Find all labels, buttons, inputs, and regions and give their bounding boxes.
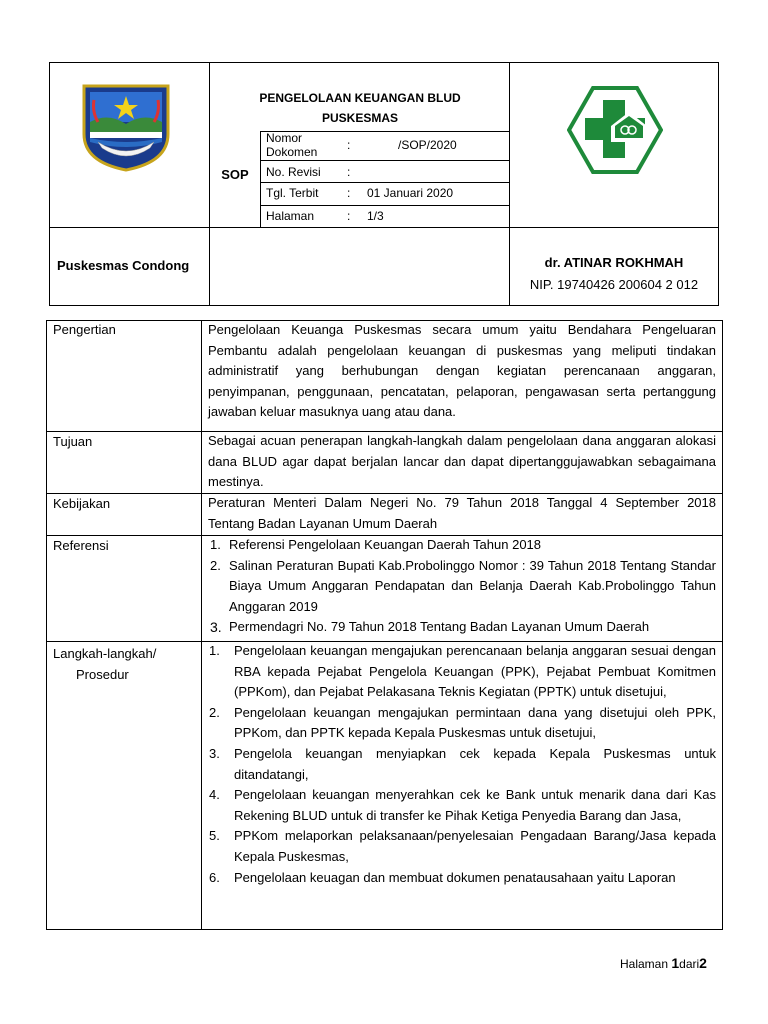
label-kebijakan: Kebijakan — [53, 496, 111, 511]
org-name: Puskesmas Condong — [57, 258, 190, 273]
footer-mid: dari — [679, 957, 700, 971]
issue-date-value: 01 Januari 2020 — [367, 186, 454, 200]
footer-prefix: Halaman — [620, 957, 672, 971]
label-referensi: Referensi — [53, 538, 109, 553]
langkah-item: 1. Pengelolaan keuangan mengajukan perencanaan belanja anggaran sesuai dengan RBA kepada Pejabat Pengelola Keuangan (PPK), Pejabat Pembuat Komitmen (PPKom), dan Pejabat Pelakasana Teknis Kegiatan (PPTK) untuk disetujui, — [209, 643, 716, 700]
label-pengertian: Pengertian — [53, 322, 116, 337]
text-pengertian: Pengelolaan Keuanga Puskesmas secara umum yaitu Bendahara Pengeluaran Pembantu adalah pengelolaan keuangan di puskesmas yang meliputi tindakan administratif yang berhubungan dengan kegiatan perencanaan anggaran, penyimpanan, penggunaan, pencatatan, pelaporan, pengawasan serta pertanggung jawaban keluar masuknya uang atau dana. — [208, 322, 716, 420]
label-tujuan: Tujuan — [53, 434, 93, 449]
sop-title-line2: PUSKESMAS — [321, 111, 398, 125]
doc-number-sep: : — [347, 138, 351, 152]
revision-sep: : — [347, 165, 351, 179]
page-sep: : — [347, 209, 351, 223]
langkah-item: 3. Pengelola keuangan menyiapkan cek kepada Kepala Puskesmas untuk ditandatangi, — [209, 745, 716, 782]
doc-number-label: Nomor Dokomen — [266, 131, 318, 159]
label-langkah-line1: Langkah-langkah/ — [53, 646, 157, 661]
text-tujuan: Sebagai acuan penerapan langkah-langkah dalam pengelolaan dana anggaran alokasi dana BLUD agar dapat berjalan lancar dan dapat dipertanggujawabkan sebagaimana mestinya. — [208, 433, 716, 490]
page-value: 1/3 — [367, 209, 384, 223]
list-langkah — [209, 641, 716, 888]
referensi-item: 3. Permendagri No. 79 Tahun 2018 Tentang Badan Layanan Umum Daerah — [210, 619, 650, 636]
footer-page: 1 — [671, 955, 680, 971]
label-langkah — [53, 644, 156, 685]
issue-date-sep: : — [347, 186, 351, 200]
page-footer — [620, 955, 707, 971]
langkah-item: 6. Pengelolaan keuagan dan membuat dokumen penatausahaan yaitu Laporan — [209, 869, 676, 885]
langkah-item: 5. PPKom melaporkan pelaksanaan/penyelesaian Pengadaan Barang/Jasa kepada Kepala Puskesmas, — [209, 828, 716, 864]
signer-name: dr. ATINAR ROKHMAH — [544, 255, 684, 270]
sop-title — [210, 88, 510, 128]
sop-label: SOP — [221, 167, 249, 182]
langkah-item: 2. Pengelolaan keuangan mengajukan permintaan dana yang disetujui oleh PPK, PPKom, dan PPTK kepada Kepala Puskesmas untuk disetujui, — [209, 704, 716, 741]
puskesmas-cross-logo — [567, 84, 663, 176]
referensi-item: 1. Referensi Pengelolaan Keuangan Daerah Tahun 2018 — [210, 537, 542, 552]
revision-label: No. Revisi — [266, 165, 321, 179]
list-referensi — [210, 535, 716, 638]
signer-nip: NIP. 19740426 200604 2 012 — [529, 277, 699, 292]
text-kebijakan: Peraturan Menteri Dalam Negeri No. 79 Tahun 2018 Tanggal 4 September 2018 Tentang Badan Layanan Umum Daerah — [208, 495, 716, 531]
page-label: Halaman — [266, 209, 315, 223]
regency-crest-icon — [80, 82, 172, 172]
issue-date-label: Tgl. Terbit — [266, 186, 319, 200]
referensi-item: 2. Salinan Peraturan Bupati Kab.Probolinggo Nomor : 39 Tahun 2018 Tentang Standar Biaya Umum Anggaran Pendapatan dan Belanja Daerah Kab.Probolinggo Tahun Anggaran 2019 — [210, 557, 716, 614]
langkah-item: 4. Pengelolaan keuangan menyerahkan cek ke Bank untuk menarik dana dari Kas Rekening BLUD untuk di transfer ke Pihak Ketiga Penyedia Barang dan Jasa, — [209, 787, 716, 823]
label-langkah-line2: Prosedur — [76, 666, 129, 682]
footer-total: 2 — [699, 955, 707, 971]
doc-number-value: /SOP/2020 — [398, 138, 457, 152]
sop-title-line1: PENGELOLAAN KEUANGAN BLUD — [259, 91, 461, 105]
